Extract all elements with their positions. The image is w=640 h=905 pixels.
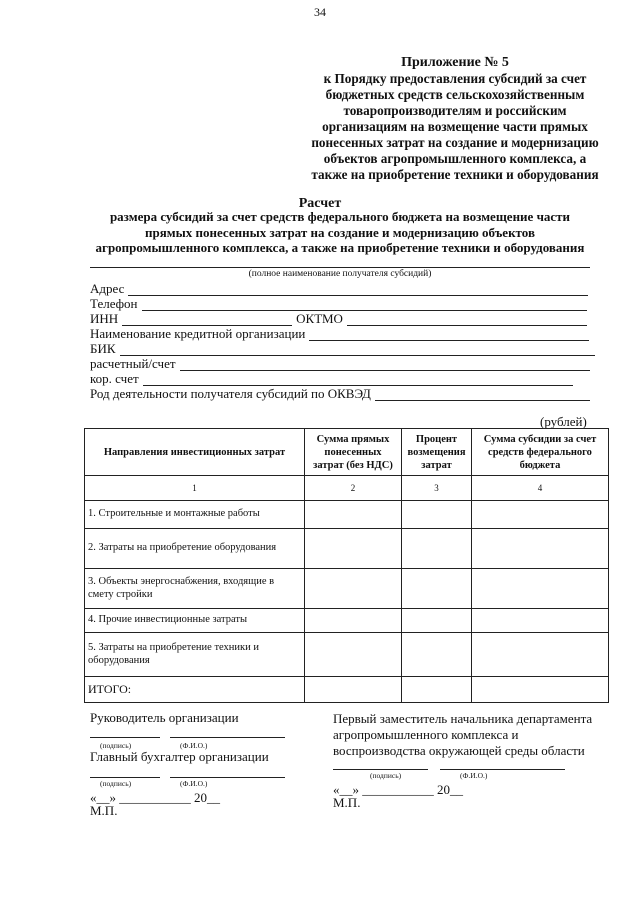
appendix-line: организациям на возмещение части прямых	[322, 119, 588, 134]
head-fio-line[interactable]	[170, 736, 285, 738]
appendix-header	[290, 55, 620, 183]
head-signature-line[interactable]	[90, 736, 160, 738]
date-right[interactable]: «__» ___________ 20__	[333, 782, 463, 797]
deputy-line: агропромышленного комплекса и	[333, 727, 519, 742]
fio-caption: (Ф.И.О.)	[180, 741, 208, 750]
deputy-signature-line[interactable]	[333, 768, 428, 770]
stamp-place-left: М.П.	[90, 803, 118, 818]
bank-input-line[interactable]	[309, 329, 589, 341]
column-header: Сумма субсидии за счет средств федерального бюджета	[472, 429, 609, 476]
subsidy-cell[interactable]	[472, 633, 609, 677]
calc-subtitle	[90, 209, 590, 256]
head-label: Руководитель организации	[90, 710, 239, 725]
subsidy-cell[interactable]	[472, 609, 609, 633]
corr-account-field	[90, 371, 573, 386]
column-header: Процент возмещения затрат	[402, 429, 472, 476]
inn-input-line[interactable]	[122, 314, 292, 326]
oktmo-input-line[interactable]	[347, 314, 587, 326]
appendix-line: также на приобретение техники и оборудования	[311, 167, 599, 182]
bank-label: Наименование кредитной организации	[90, 326, 306, 341]
corr-account-label: кор. счет	[90, 371, 139, 386]
okved-label: Род деятельности получателя субсидий по ОКВЭД	[90, 386, 371, 401]
calc-subtitle-line: размера субсидий за счет средств федерального бюджета на возмещение части	[109, 209, 571, 224]
column-number: 3	[402, 476, 472, 501]
total-label: ИТОГО:	[85, 677, 305, 703]
appendix-line: товаропроизводителям и российским	[343, 103, 567, 118]
amount-cell[interactable]	[305, 501, 402, 529]
total-row	[85, 677, 609, 703]
bank-field	[90, 326, 589, 341]
account-label: расчетный/счет	[90, 356, 176, 371]
account-field	[90, 356, 590, 371]
appendix-line: понесенных затрат на создание и модернизацию	[311, 135, 599, 150]
percent-cell[interactable]	[402, 529, 472, 569]
phone-field	[90, 296, 587, 311]
bik-label: БИК	[90, 341, 116, 356]
calc-subtitle-line: агропромышленного комплекса, а также на приобретение техники и оборудования	[95, 240, 585, 255]
accountant-signature-line[interactable]	[90, 776, 160, 778]
unit-label: (рублей)	[540, 414, 587, 429]
signature-caption: (подпись)	[370, 771, 402, 780]
subsidy-table	[84, 428, 609, 703]
appendix-title: Приложение № 5	[401, 55, 509, 70]
phone-input-line[interactable]	[142, 299, 587, 311]
table-header-row	[85, 429, 609, 476]
bik-input-line[interactable]	[120, 344, 595, 356]
signature-caption: (подпись)	[100, 779, 132, 788]
amount-cell[interactable]	[305, 633, 402, 677]
okved-field	[90, 386, 590, 401]
percent-cell[interactable]	[402, 609, 472, 633]
subsidy-cell[interactable]	[472, 501, 609, 529]
row-label: 4. Прочие инвестиционные затраты	[85, 609, 305, 633]
row-label: 3. Объекты энергоснабжения, входящие в смету стройки	[85, 569, 305, 609]
row-label: 5. Затраты на приобретение техники и оборудования	[85, 633, 305, 677]
appendix-line: бюджетных средств сельскохозяйственным	[325, 87, 585, 102]
amount-cell[interactable]	[305, 529, 402, 569]
table-row	[85, 529, 609, 569]
oktmo-label: ОКТМО	[296, 311, 343, 326]
signature-caption: (подпись)	[100, 741, 132, 750]
deputy-title	[333, 711, 592, 759]
recipient-caption: (полное наименование получателя субсидий)	[248, 269, 432, 279]
page-number: 34	[314, 5, 326, 19]
table-row	[85, 501, 609, 529]
accountant-label: Главный бухгалтер организации	[90, 749, 269, 764]
column-number: 1	[85, 476, 305, 501]
address-field	[90, 281, 588, 296]
appendix-line: к Порядку предоставления субсидий за счет	[323, 71, 587, 86]
date-left[interactable]: «__» ___________ 20__	[90, 790, 220, 805]
column-number: 4	[472, 476, 609, 501]
inn-label: ИНН	[90, 311, 119, 326]
table-row	[85, 569, 609, 609]
table-row	[85, 609, 609, 633]
subsidy-cell[interactable]	[472, 529, 609, 569]
calc-title: Расчет	[298, 196, 342, 211]
column-number-row	[85, 476, 609, 501]
inn-oktmo-field	[90, 311, 587, 326]
phone-label: Телефон	[90, 296, 138, 311]
amount-cell[interactable]	[305, 569, 402, 609]
appendix-line: объектов агропромышленного комплекса, а	[323, 151, 587, 166]
percent-cell[interactable]	[402, 633, 472, 677]
address-label: Адрес	[90, 281, 125, 296]
row-label: 2. Затраты на приобретение оборудования	[85, 529, 305, 569]
address-input-line[interactable]	[128, 284, 588, 296]
deputy-line: воспроизводства окружающей среды области	[333, 743, 585, 758]
stamp-place-right: М.П.	[333, 795, 361, 810]
recipient-name-field[interactable]	[90, 265, 590, 268]
okved-input-line[interactable]	[375, 389, 590, 401]
account-input-line[interactable]	[180, 359, 590, 371]
calc-subtitle-line: прямых понесенных затрат на создание и модернизацию объектов	[145, 224, 535, 240]
row-label: 1. Строительные и монтажные работы	[85, 501, 305, 529]
bik-field	[90, 341, 595, 356]
column-header: Направления инвестиционных затрат	[85, 429, 305, 476]
table-row	[85, 633, 609, 677]
fio-caption: (Ф.И.О.)	[180, 779, 208, 788]
amount-cell[interactable]	[305, 609, 402, 633]
fio-caption: (Ф.И.О.)	[460, 771, 488, 780]
deputy-fio-line[interactable]	[440, 768, 565, 770]
subsidy-cell[interactable]	[472, 677, 609, 703]
corr-account-input-line[interactable]	[143, 374, 573, 386]
column-number: 2	[305, 476, 402, 501]
percent-cell[interactable]	[402, 677, 472, 703]
percent-cell[interactable]	[402, 569, 472, 609]
deputy-line: Первый заместитель начальника департамента	[333, 711, 593, 726]
percent-cell[interactable]	[402, 501, 472, 529]
subsidy-cell[interactable]	[472, 569, 609, 609]
accountant-fio-line[interactable]	[170, 776, 285, 778]
column-header: Сумма прямых понесенных затрат (без НДС)	[305, 429, 402, 476]
amount-cell[interactable]	[305, 677, 402, 703]
